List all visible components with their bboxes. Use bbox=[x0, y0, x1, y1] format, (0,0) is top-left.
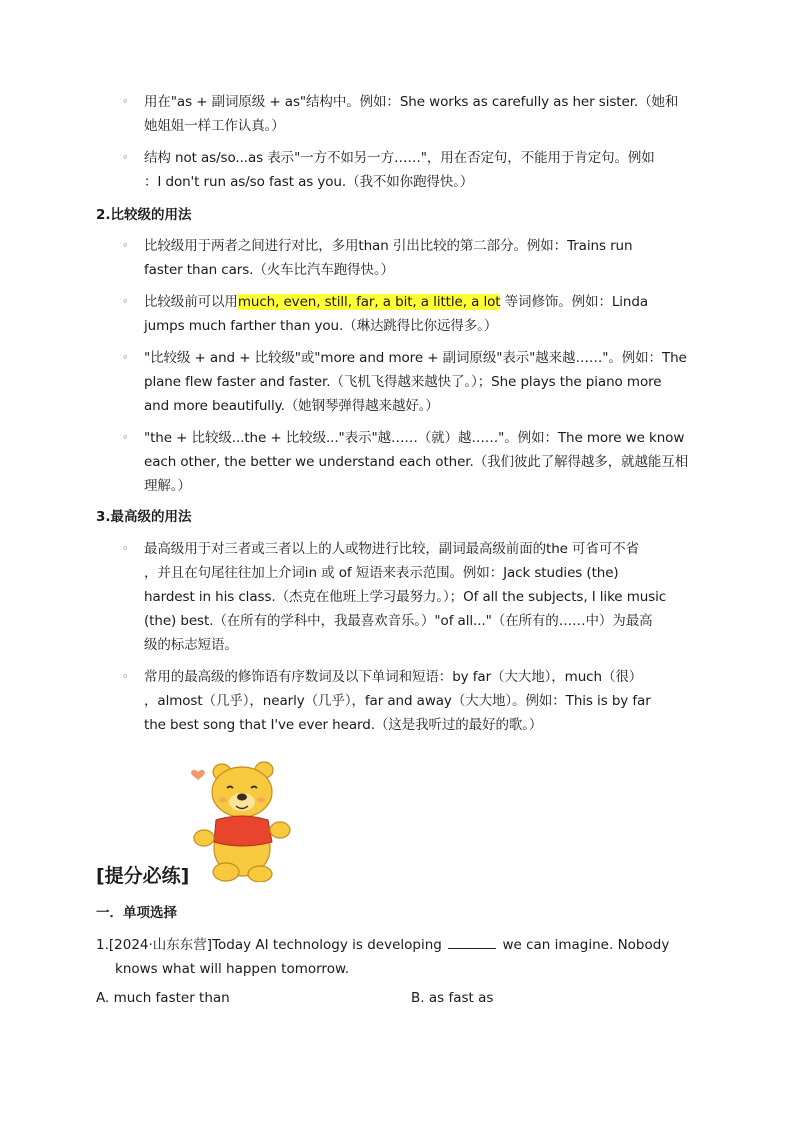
list-item: ◦ "比较级 + and + 比较级"或"more and more + 副词原级"表示"越来越……"。例如：The plane flew faster and faster.（飞机飞得越来越快了。）；She plays the piano more and more beautifully.（她钢琴弹得越来越好。） bbox=[122, 346, 702, 418]
section1-list bbox=[122, 90, 702, 194]
bullet-icon: ◦ bbox=[122, 670, 129, 683]
list-item: ◦ 结构 not as/so...as 表示"一方不如另一方……"，用在否定句，不能用于肯定句。例如 ：I don't run as/so fast as you.（我不如你跑得快。） bbox=[122, 146, 702, 194]
bullet-icon: ◦ bbox=[122, 151, 129, 164]
heading-superlative: 3.最高级的用法 bbox=[96, 509, 192, 525]
bullet-icon: ◦ bbox=[122, 542, 129, 555]
highlighted-modifiers: much, even, still, far, a bit, a little, a lot bbox=[237, 294, 501, 310]
answer-blank[interactable] bbox=[448, 934, 496, 949]
list-item: ◦ "the + 比较级...the + 比较级..."表示"越……（就）越……"。例如：The more we know each other, the better we understand each other.（我们彼此了解得越多，就越能互相 理解。） bbox=[122, 426, 702, 498]
bullet-icon: ◦ bbox=[122, 431, 129, 444]
bullet-icon: ◦ bbox=[122, 351, 129, 364]
bullet-icon: ◦ bbox=[122, 95, 129, 108]
list-item: ◦ 最高级用于对三者或三者以上的人或物进行比较，副词最高级前面的the 可省可不省 ，并且在句尾往往加上介词in 或 of 短语来表示范围。例如：Jack studies (the) hardest in his class.（杰克在他班上学习最努力。）；Of all the subjects, I like music (the) best.（在所有的学科中，我最喜欢音乐。）"of all..."（在所有的……中）为最高 级的标志短语。 bbox=[122, 537, 702, 657]
question-1: 1.[2024·山东东营]Today AI technology is developing we can imagine. Nobody knows what will happen tomorrow. bbox=[96, 933, 696, 981]
bullet-icon: ◦ bbox=[122, 239, 129, 252]
list-item: ◦ 常用的最高级的修饰语有序数词及以下单词和短语：by far（大大地），much（很） ，almost（几乎），nearly（几乎），far and away（大大地）。例如：This is by far the best song that I've ever heard.（这是我听过的最好的歌。） bbox=[122, 665, 702, 737]
practice-subtitle: 一．单项选择 bbox=[96, 905, 177, 921]
list-item: ◦ 比较级前可以用much, even, still, far, a bit, a little, a lot 等词修饰。例如：Linda jumps much farther than you.（琳达跳得比你远得多。） bbox=[122, 290, 702, 338]
winnie-the-pooh-illustration bbox=[188, 758, 296, 882]
bullet-icon: ◦ bbox=[122, 295, 129, 308]
list-item: ◦ 比较级用于两者之间进行对比，多用than 引出比较的第二部分。例如：Trains run faster than cars.（火车比汽车跑得快。） bbox=[122, 234, 702, 282]
option-a[interactable]: A. much faster than bbox=[96, 990, 230, 1006]
practice-title: [提分必练] bbox=[96, 865, 190, 887]
heading-comparative: 2.比较级的用法 bbox=[96, 207, 192, 223]
list-item: ◦ 用在"as + 副词原级 + as"结构中。例如：She works as carefully as her sister.（她和 她姐姐一样工作认真。） bbox=[122, 90, 702, 138]
option-b[interactable]: B. as fast as bbox=[411, 990, 494, 1006]
section3-list bbox=[122, 537, 702, 737]
section2-list bbox=[122, 234, 702, 498]
question-source: 1.[2024·山东东营] bbox=[96, 937, 213, 953]
